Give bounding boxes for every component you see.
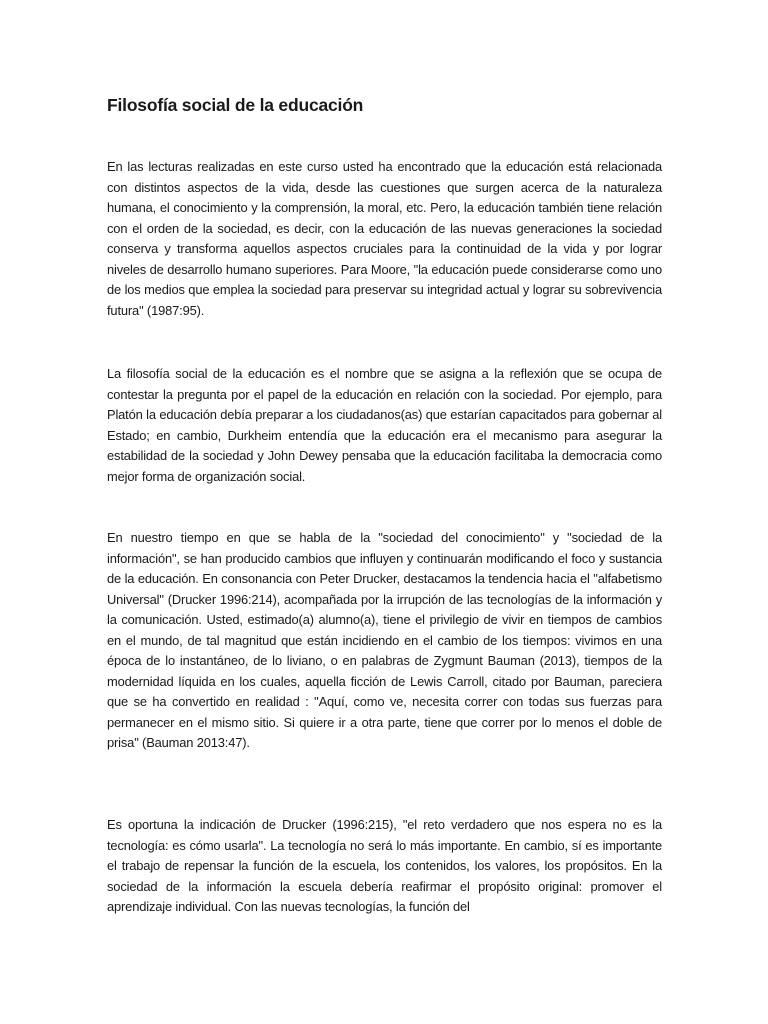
paragraph-knowledge-society: En nuestro tiempo en que se habla de la "sociedad del conocimiento" y "sociedad de la información", se han producido cambios que influyen y continuarán modificando el foco y sustancia de la educación. En consonancia con Peter Drucker, destacamos la tendencia hacia el "alfabetismo Universal" (Drucker 1996:214), acompañada por la irrupción de las tecnologías de la información y la comunicación. Usted, estimado(a) alumno(a), tiene el privilegio de vivir en tiempos de cambios en el mundo, de tal magnitud que están incidiendo en el cambio de los tiempos: vivimos en una época de lo instantáneo, de lo liviano, o en palabras de Zygmunt Bauman (2013), tiempos de la modernidad líquida en los cuales, aquella ficción de Lewis Carroll, citado por Bauman, pareciera que se ha convertido en realidad : "Aquí, como ve, necesita correr con todas sus fuerzas para permanecer en el mismo sitio. Si quiere ir a otra parte, tiene que correr por lo menos el doble de prisa" (Bauman 2013:47). bbox=[107, 530, 662, 750]
document-title: Filosofía social de la educación bbox=[107, 95, 364, 115]
paragraph-intro: En las lecturas realizadas en este curso usted ha encontrado que la educación está relacionada con distintos aspectos de la vida, desde las cuestiones que surgen acerca de la naturaleza humana, el conocimiento y la comprensión, la moral, etc. Pero, la educación también tiene relación con el orden de la sociedad, es decir, con la educación de las nuevas generaciones la sociedad conserva y transforma aquellos aspectos cruciales para la continuidad de la vida y por lograr niveles de desarrollo humano superiores. Para Moore, "la educación puede considerarse como uno de los medios que emplea la sociedad para preservar su integridad actual y lograr su sobrevivencia futura" (1987:95). bbox=[107, 159, 662, 318]
paragraph-drucker: Es oportuna la indicación de Drucker (1996:215), "el reto verdadero que nos espera no es la tecnología: es cómo usarla". La tecnología no será lo más importante. En cambio, sí es importante el trabajo de repensar la función de la escuela, los contenidos, los valores, los propósitos. En la sociedad de la información la escuela debería reafirmar el propósito original: promover el aprendizaje individual. Con las nuevas tecnologías, la función del bbox=[107, 817, 662, 914]
paragraph-social-philosophy: La filosofía social de la educación es el nombre que se asigna a la reflexión que se ocupa de contestar la pregunta por el papel de la educación en relación con la sociedad. Por ejemplo, para Platón la educación debía preparar a los ciudadanos(as) que estarían capacitados para gobernar al Estado; en cambio, Durkheim entendía que la educación era el mecanismo para asegurar la estabilidad de la sociedad y John Dewey pensaba que la educación facilitaba la democracia como mejor forma de organización social. bbox=[107, 366, 662, 484]
document-page bbox=[107, 94, 662, 914]
